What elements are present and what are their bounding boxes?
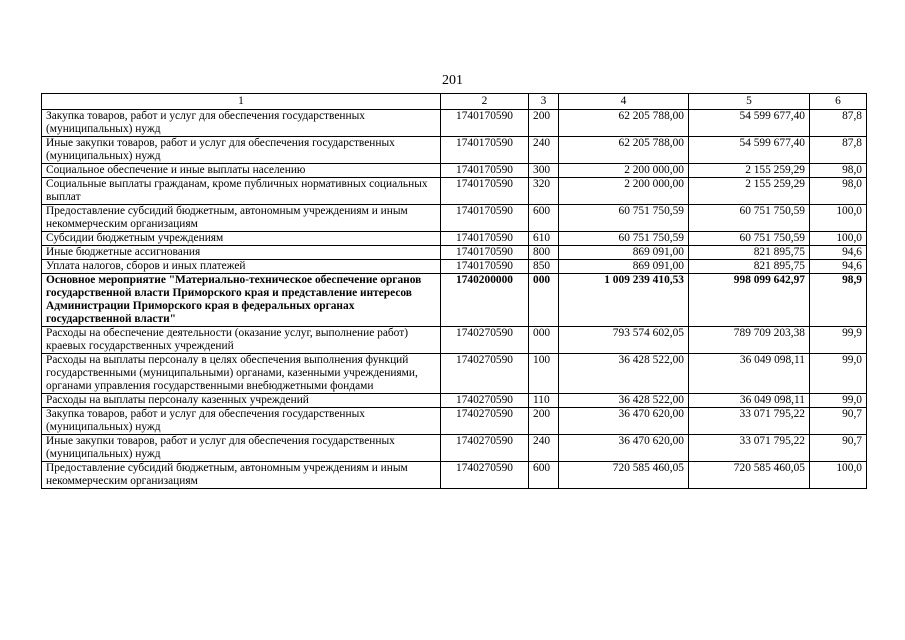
cell-expense-type: 110 — [529, 394, 559, 408]
cell-planned-amount: 1 009 239 410,53 — [559, 274, 689, 327]
cell-item-name: Социальное обеспечение и иные выплаты населению — [42, 164, 441, 178]
table-row — [42, 246, 867, 260]
cell-target-code: 1740170590 — [441, 232, 529, 246]
cell-target-code: 1740170590 — [441, 178, 529, 205]
header-col-1: 1 — [42, 94, 441, 110]
cell-item-name: Основное мероприятие "Материально-техническое обеспечение органов государственной власти Приморского края и представление интересов Администрации Приморского края в федеральных органах государственной власти" — [42, 274, 441, 327]
cell-actual-amount: 36 049 098,11 — [689, 354, 810, 394]
cell-target-code: 1740200000 — [441, 274, 529, 327]
cell-planned-amount: 62 205 788,00 — [559, 110, 689, 137]
table-row — [42, 394, 867, 408]
cell-item-name: Закупка товаров, работ и услуг для обеспечения государственных (муниципальных) нужд — [42, 408, 441, 435]
cell-actual-amount: 2 155 259,29 — [689, 164, 810, 178]
cell-item-name: Предоставление субсидий бюджетным, автономным учреждениям и иным некоммерческим организациям — [42, 462, 441, 489]
cell-planned-amount: 60 751 750,59 — [559, 205, 689, 232]
cell-expense-type: 000 — [529, 274, 559, 327]
cell-percent: 99,9 — [810, 327, 867, 354]
cell-planned-amount: 869 091,00 — [559, 246, 689, 260]
cell-expense-type: 240 — [529, 137, 559, 164]
cell-actual-amount: 54 599 677,40 — [689, 110, 810, 137]
cell-item-name: Иные закупки товаров, работ и услуг для обеспечения государственных (муниципальных) нужд — [42, 137, 441, 164]
cell-percent: 100,0 — [810, 232, 867, 246]
cell-percent: 99,0 — [810, 394, 867, 408]
cell-expense-type: 240 — [529, 435, 559, 462]
cell-planned-amount: 793 574 602,05 — [559, 327, 689, 354]
table-row — [42, 137, 867, 164]
cell-expense-type: 200 — [529, 408, 559, 435]
cell-item-name: Иные закупки товаров, работ и услуг для обеспечения государственных (муниципальных) нужд — [42, 435, 441, 462]
cell-percent: 98,9 — [810, 274, 867, 327]
cell-actual-amount: 821 895,75 — [689, 246, 810, 260]
budget-table — [41, 93, 867, 489]
cell-percent: 87,8 — [810, 110, 867, 137]
cell-target-code: 1740270590 — [441, 354, 529, 394]
cell-item-name: Предоставление субсидий бюджетным, автономным учреждениям и иным некоммерческим организациям — [42, 205, 441, 232]
cell-target-code: 1740270590 — [441, 394, 529, 408]
cell-expense-type: 100 — [529, 354, 559, 394]
cell-actual-amount: 789 709 203,38 — [689, 327, 810, 354]
cell-target-code: 1740170590 — [441, 246, 529, 260]
table-row — [42, 354, 867, 394]
cell-target-code: 1740170590 — [441, 205, 529, 232]
table-row — [42, 205, 867, 232]
cell-actual-amount: 36 049 098,11 — [689, 394, 810, 408]
cell-expense-type: 320 — [529, 178, 559, 205]
cell-actual-amount: 60 751 750,59 — [689, 205, 810, 232]
table-row — [42, 274, 867, 327]
cell-expense-type: 600 — [529, 205, 559, 232]
cell-planned-amount: 2 200 000,00 — [559, 178, 689, 205]
cell-item-name: Уплата налогов, сборов и иных платежей — [42, 260, 441, 274]
cell-actual-amount: 720 585 460,05 — [689, 462, 810, 489]
cell-percent: 94,6 — [810, 260, 867, 274]
cell-expense-type: 300 — [529, 164, 559, 178]
cell-percent: 99,0 — [810, 354, 867, 394]
cell-expense-type: 200 — [529, 110, 559, 137]
cell-actual-amount: 54 599 677,40 — [689, 137, 810, 164]
table-row — [42, 462, 867, 489]
cell-planned-amount: 869 091,00 — [559, 260, 689, 274]
cell-actual-amount: 821 895,75 — [689, 260, 810, 274]
cell-planned-amount: 36 470 620,00 — [559, 435, 689, 462]
cell-item-name: Социальные выплаты гражданам, кроме публичных нормативных социальных выплат — [42, 178, 441, 205]
cell-percent: 90,7 — [810, 435, 867, 462]
cell-percent: 90,7 — [810, 408, 867, 435]
cell-item-name: Иные бюджетные ассигнования — [42, 246, 441, 260]
cell-percent: 100,0 — [810, 462, 867, 489]
cell-percent: 98,0 — [810, 164, 867, 178]
cell-target-code: 1740270590 — [441, 408, 529, 435]
cell-item-name: Расходы на выплаты персоналу казенных учреждений — [42, 394, 441, 408]
header-row — [42, 94, 867, 110]
header-col-3: 3 — [529, 94, 559, 110]
cell-planned-amount: 720 585 460,05 — [559, 462, 689, 489]
cell-actual-amount: 33 071 795,22 — [689, 435, 810, 462]
table-row — [42, 260, 867, 274]
cell-actual-amount: 2 155 259,29 — [689, 178, 810, 205]
cell-planned-amount: 62 205 788,00 — [559, 137, 689, 164]
cell-item-name: Закупка товаров, работ и услуг для обеспечения государственных (муниципальных) нужд — [42, 110, 441, 137]
cell-actual-amount: 998 099 642,97 — [689, 274, 810, 327]
cell-target-code: 1740170590 — [441, 110, 529, 137]
cell-actual-amount: 33 071 795,22 — [689, 408, 810, 435]
cell-actual-amount: 60 751 750,59 — [689, 232, 810, 246]
table-row — [42, 327, 867, 354]
cell-target-code: 1740170590 — [441, 260, 529, 274]
cell-planned-amount: 36 428 522,00 — [559, 394, 689, 408]
table-row — [42, 164, 867, 178]
cell-target-code: 1740270590 — [441, 462, 529, 489]
table-row — [42, 110, 867, 137]
cell-planned-amount: 36 428 522,00 — [559, 354, 689, 394]
cell-target-code: 1740270590 — [441, 327, 529, 354]
cell-item-name: Расходы на выплаты персоналу в целях обеспечения выполнения функций государственными (муниципальными) органами, казенными учреждениями, органами управления государственными внебюджетными фондами — [42, 354, 441, 394]
cell-planned-amount: 36 470 620,00 — [559, 408, 689, 435]
cell-expense-type: 800 — [529, 246, 559, 260]
cell-planned-amount: 60 751 750,59 — [559, 232, 689, 246]
cell-planned-amount: 2 200 000,00 — [559, 164, 689, 178]
cell-target-code: 1740170590 — [441, 164, 529, 178]
page-number: 201 — [442, 73, 463, 88]
header-col-2: 2 — [441, 94, 529, 110]
cell-percent: 94,6 — [810, 246, 867, 260]
cell-target-code: 1740170590 — [441, 137, 529, 164]
header-col-4: 4 — [559, 94, 689, 110]
table-row — [42, 408, 867, 435]
cell-expense-type: 850 — [529, 260, 559, 274]
cell-expense-type: 000 — [529, 327, 559, 354]
table-row — [42, 435, 867, 462]
cell-expense-type: 600 — [529, 462, 559, 489]
table-row — [42, 178, 867, 205]
cell-expense-type: 610 — [529, 232, 559, 246]
table-row — [42, 232, 867, 246]
header-col-5: 5 — [689, 94, 810, 110]
cell-percent: 87,8 — [810, 137, 867, 164]
cell-item-name: Субсидии бюджетным учреждениям — [42, 232, 441, 246]
cell-target-code: 1740270590 — [441, 435, 529, 462]
cell-item-name: Расходы на обеспечение деятельности (оказание услуг, выполнение работ) краевых государственных учреждений — [42, 327, 441, 354]
cell-percent: 100,0 — [810, 205, 867, 232]
cell-percent: 98,0 — [810, 178, 867, 205]
header-col-6: 6 — [810, 94, 867, 110]
